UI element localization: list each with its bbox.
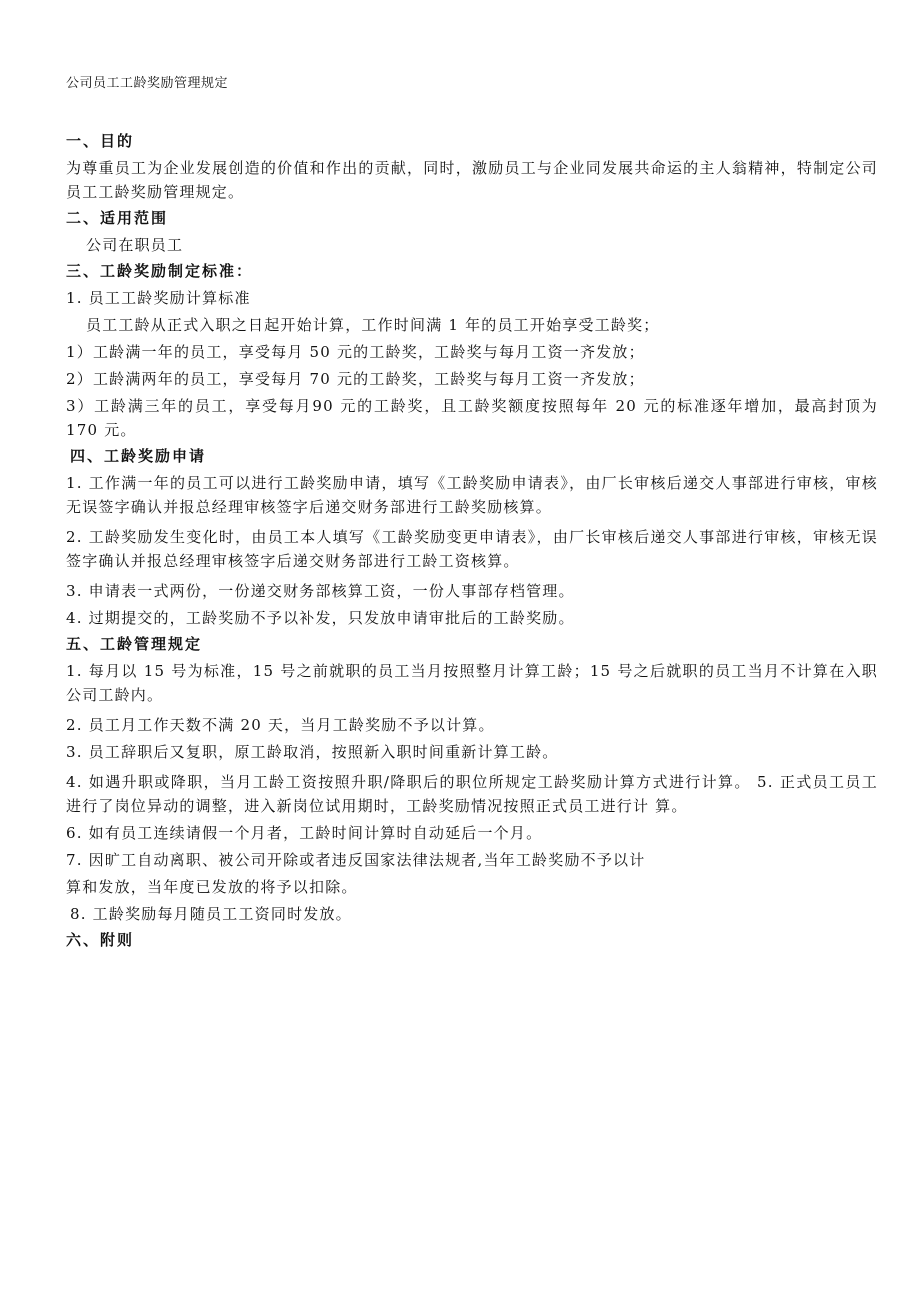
sub-heading: 1. 员工工龄奖励计算标准 xyxy=(66,289,251,307)
section-heading-standard: 三、工龄奖励制定标准： xyxy=(66,262,254,280)
paragraph: 为尊重员工为企业发展创造的价值和作出的贡献，同时，激励员工与企业同发展共命运的主人翁精神，特制定公司员工工龄奖励管理规定。 xyxy=(66,159,878,201)
list-item: 3. 员工辞职后又复职，原工龄取消，按照新入职时间重新计算工龄。 xyxy=(66,743,559,761)
paragraph: 公司在职员工 xyxy=(86,236,184,254)
paragraph: 员工工龄从正式入职之日起开始计算，工作时间满 1 年的员工开始享受工龄奖； xyxy=(86,316,660,334)
list-item: 1. 工作满一年的员工可以进行工龄奖励申请，填写《工龄奖励申请表》，由厂长审核后递交人事部进行审核，审核无误签字确认并报总经理审核签字后递交财务部进行工龄奖励核算。 xyxy=(66,474,878,516)
list-item: 1. 每月以 15 号为标准，15 号之前就职的员工当月按照整月计算工龄；15 号之后就职的员工当月不计算在入职公司工龄内。 xyxy=(66,662,878,704)
list-item: 1）工龄满一年的员工，享受每月 50 元的工龄奖，工龄奖与每月工资一齐发放； xyxy=(66,343,645,361)
list-item: 2）工龄满两年的员工，享受每月 70 元的工龄奖，工龄奖与每月工资一齐发放； xyxy=(66,370,645,388)
list-item: 6. 如有员工连续请假一个月者，工龄时间计算时自动延后一个月。 xyxy=(66,824,543,842)
section-heading-purpose: 一、目的 xyxy=(66,132,135,150)
list-item: 2. 员工月工作天数不满 20 天，当月工龄奖励不予以计算。 xyxy=(66,716,495,734)
document-header: 公司员工工龄奖励管理规定 xyxy=(66,76,229,91)
section-heading-management: 五、工龄管理规定 xyxy=(66,635,203,653)
list-item: 8. 工龄奖励每月随员工工资同时发放。 xyxy=(70,905,352,923)
list-item: 3）工龄满三年的员工，享受每月90 元的工龄奖，且工龄奖额度按照每年 20 元的标准逐年增加，最高封顶为 170 元。 xyxy=(66,397,878,439)
list-item: 4. 如遇升职或降职，当月工龄工资按照升职/降职后的职位所规定工龄奖励计算方式进行计算。 5. 正式员工员工进行了岗位异动的调整，进入新岗位试用期时，工龄奖励情况按照正式员工进行计 算。 xyxy=(66,773,878,815)
list-item-continuation: 算和发放，当年度已发放的将予以扣除。 xyxy=(66,878,358,896)
list-item: 3. 申请表一式两份，一份递交财务部核算工资，一份人事部存档管理。 xyxy=(66,582,575,600)
document-page xyxy=(66,74,878,955)
list-item: 4. 过期提交的，工龄奖励不予以补发，只发放申请审批后的工龄奖励。 xyxy=(66,609,575,627)
list-item: 2. 工龄奖励发生变化时，由员工本人填写《工龄奖励变更申请表》，由厂长审核后递交人事部进行审核，审核无误签字确认并报总经理审核签字后递交财务部进行工龄工资核算。 xyxy=(66,528,878,570)
section-heading-application: 四、工龄奖励申请 xyxy=(70,447,207,465)
section-heading-appendix: 六、附则 xyxy=(66,931,135,949)
section-heading-scope: 二、适用范围 xyxy=(66,209,169,227)
list-item: 7. 因旷工自动离职、被公司开除或者违反国家法律法规者,当年工龄奖励不予以计 xyxy=(66,851,646,869)
